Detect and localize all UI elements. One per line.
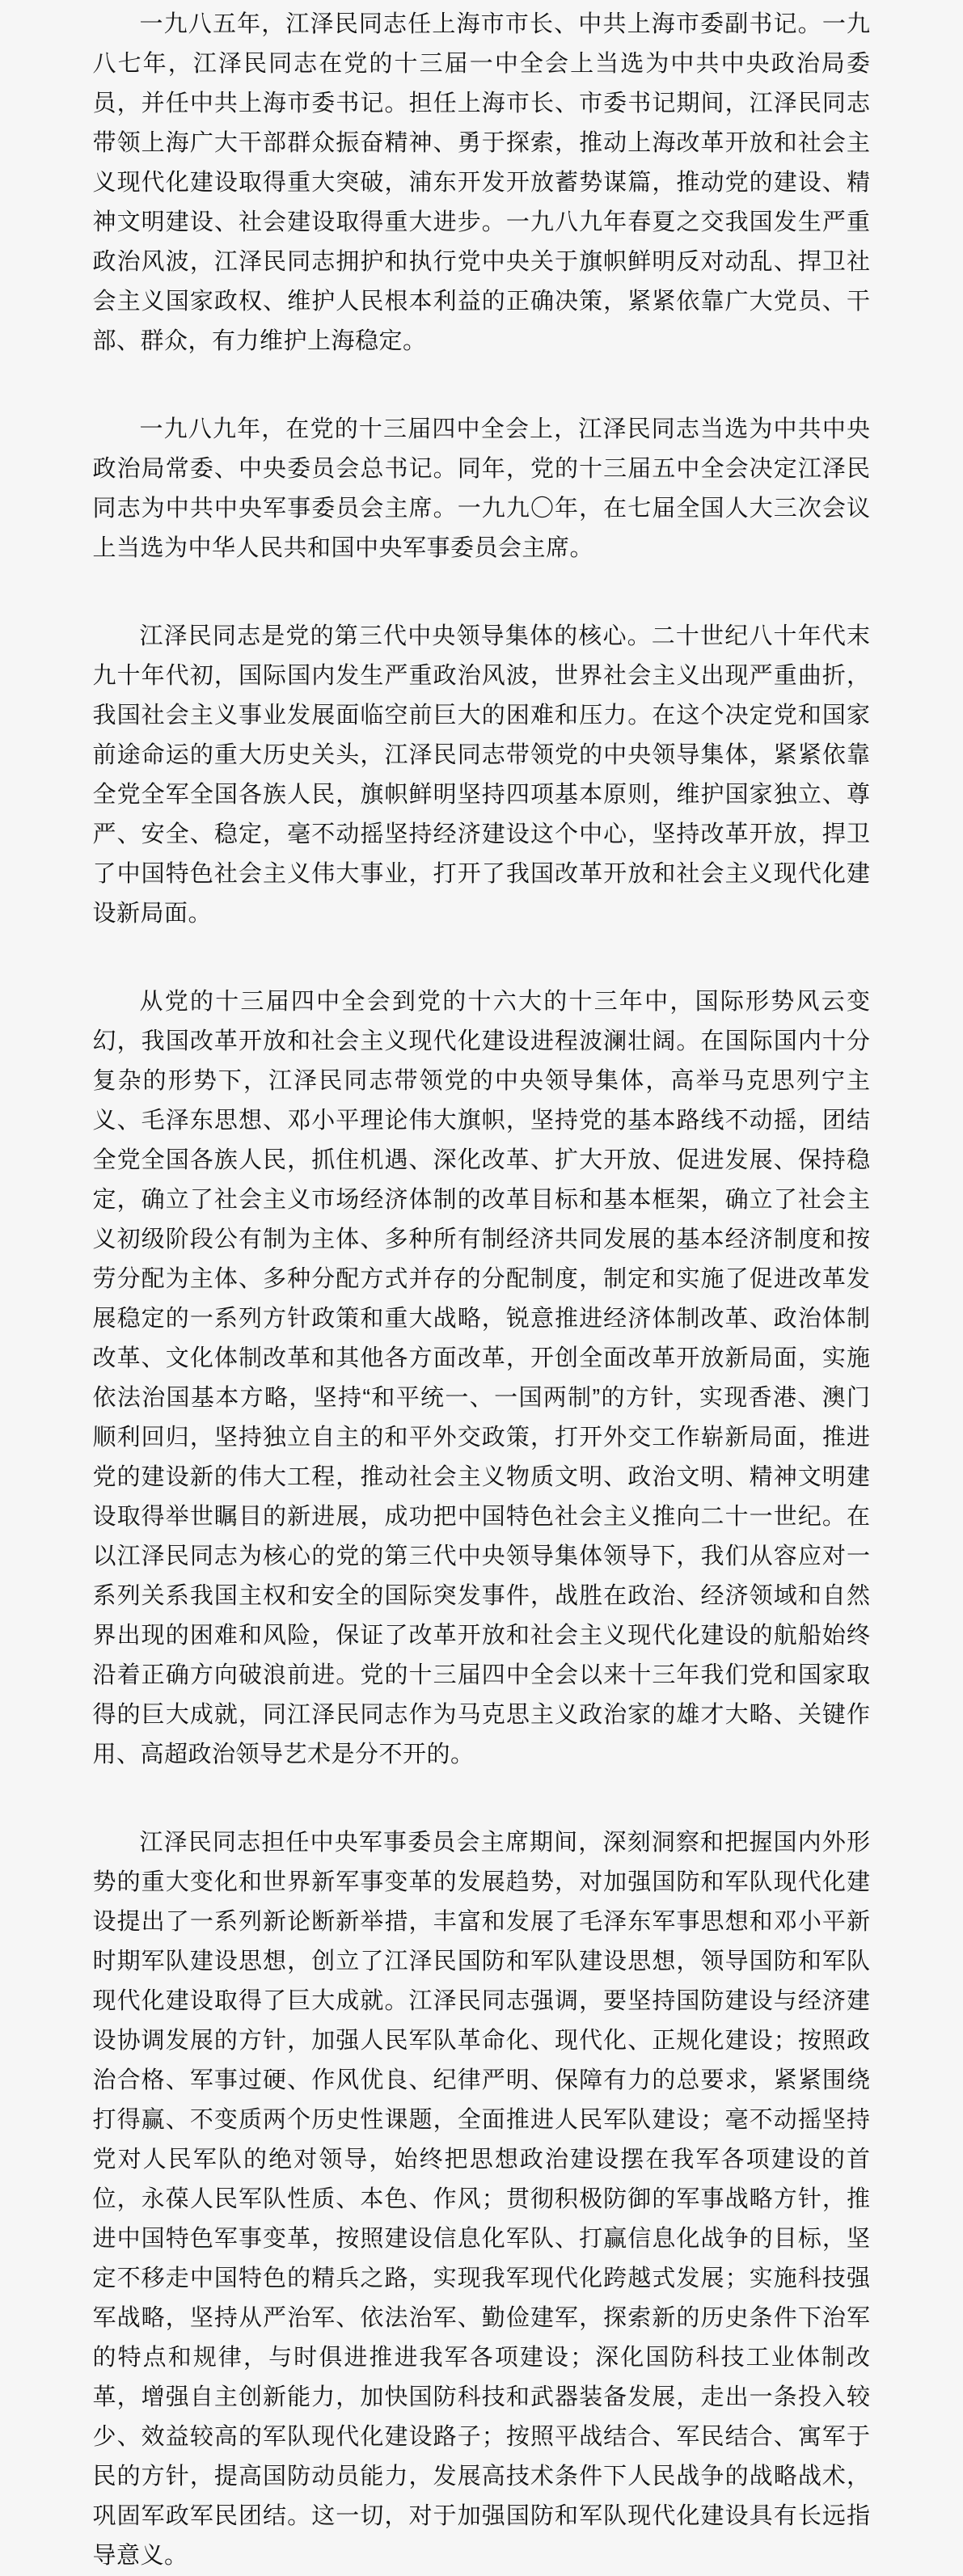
paragraph-3: 江泽民同志是党的第三代中央领导集体的核心。二十世纪八十年代末九十年代初，国际国内发生严重政治风波，世界社会主义出现严重曲折，我国社会主义事业发展面临空前巨大的困难和压力。在这个决定党和国家前途命运的重大历史关头，江泽民同志带领党的中央领导集体，紧紧依靠全党全军全国各族人民，旗帜鲜明坚持四项基本原则，维护国家独立、尊严、安全、稳定，毫不动摇坚持经济建设这个中心，坚持改革开放，捍卫了中国特色社会主义伟大事业，打开了我国改革开放和社会主义现代化建设新局面。 bbox=[92, 623, 871, 927]
paragraph-1: 一九八五年，江泽民同志任上海市市长、中共上海市委副书记。一九八七年，江泽民同志在党的十三届一中全会上当选为中共中央政治局委员，并任中共上海市委书记。担任上海市长、市委书记期间，江泽民同志带领上海广大干部群众振奋精神、勇于探索，推动上海改革开放和社会主义现代化建设取得重大突破，浦东开发开放蓄势谋篇，推动党的建设、精神文明建设、社会建设取得重大进步。一九八九年春夏之交我国发生严重政治风波，江泽民同志拥护和执行党中央关于旗帜鲜明反对动乱、捍卫社会主义国家政权、维护人民根本利益的正确决策，紧紧依靠广大党员、干部、群众，有力维护上海稳定。 bbox=[92, 11, 871, 354]
paragraph-2: 一九八九年，在党的十三届四中全会上，江泽民同志当选为中共中央政治局常委、中央委员会总书记。同年，党的十三届五中全会决定江泽民同志为中共中央军事委员会主席。一九九〇年，在七届全国人大三次会议上当选为中华人民共和国中央军事委员会主席。 bbox=[92, 416, 871, 561]
article-body bbox=[93, 0, 871, 2576]
paragraph-4: 从党的十三届四中全会到党的十六大的十三年中，国际形势风云变幻，我国改革开放和社会主义现代化建设进程波澜壮阔。在国际国内十分复杂的形势下，江泽民同志带领党的中央领导集体，高举马克思列宁主义、毛泽东思想、邓小平理论伟大旗帜，坚持党的基本路线不动摇，团结全党全国各族人民，抓住机遇、深化改革、扩大开放、促进发展、保持稳定，确立了社会主义市场经济体制的改革目标和基本框架，确立了社会主义初级阶段公有制为主体、多种所有制经济共同发展的基本经济制度和按劳分配为主体、多种分配方式并存的分配制度，制定和实施了促进改革发展稳定的一系列方针政策和重大战略，锐意推进经济体制改革、政治体制改革、文化体制改革和其他各方面改革，开创全面改革开放新局面，实施依法治国基本方略，坚持“和平统一、一国两制”的方针，实现香港、澳门顺利回归，坚持独立自主的和平外交政策，打开外交工作崭新局面，推进党的建设新的伟大工程，推动社会主义物质文明、政治文明、精神文明建设取得举世瞩目的新进展，成功把中国特色社会主义推向二十一世纪。在以江泽民同志为核心的党的第三代中央领导集体领导下，我们从容应对一系列关系我国主权和安全的国际突发事件，战胜在政治、经济领域和自然界出现的困难和风险，保证了改革开放和社会主义现代化建设的航船始终沿着正确方向破浪前进。党的十三届四中全会以来十三年我们党和国家取得的巨大成就，同江泽民同志作为马克思主义政治家的雄才大略、关键作用、高超政治领导艺术是分不开的。 bbox=[92, 989, 871, 1767]
paragraph-5: 江泽民同志担任中央军事委员会主席期间，深刻洞察和把握国内外形势的重大变化和世界新军事变革的发展趋势，对加强国防和军队现代化建设提出了一系列新论断新举措，丰富和发展了毛泽东军事思想和邓小平新时期军队建设思想，创立了江泽民国防和军队建设思想，领导国防和军队现代化建设取得了巨大成就。江泽民同志强调，要坚持国防建设与经济建设协调发展的方针，加强人民军队革命化、现代化、正规化建设；按照政治合格、军事过硬、作风优良、纪律严明、保障有力的总要求，紧紧围绕打得赢、不变质两个历史性课题，全面推进人民军队建设；毫不动摇坚持党对人民军队的绝对领导，始终把思想政治建设摆在我军各项建设的首位，永葆人民军队性质、本色、作风；贯彻积极防御的军事战略方针，推进中国特色军事变革，按照建设信息化军队、打赢信息化战争的目标，坚定不移走中国特色的精兵之路，实现我军现代化跨越式发展；实施科技强军战略，坚持从严治军、依法治军、勤俭建军，探索新的历史条件下治军的特点和规律，与时俱进推进我军各项建设；深化国防科技工业体制改革，增强自主创新能力，加快国防科技和武器装备发展，走出一条投入较少、效益较高的军队现代化建设路子；按照平战结合、军民结合、寓军于民的方针，提高国防动员能力，发展高技术条件下人民战争的战略战术，巩固军政军民团结。这一切，对于加强国防和军队现代化建设具有长远指导意义。 bbox=[92, 1830, 871, 2569]
